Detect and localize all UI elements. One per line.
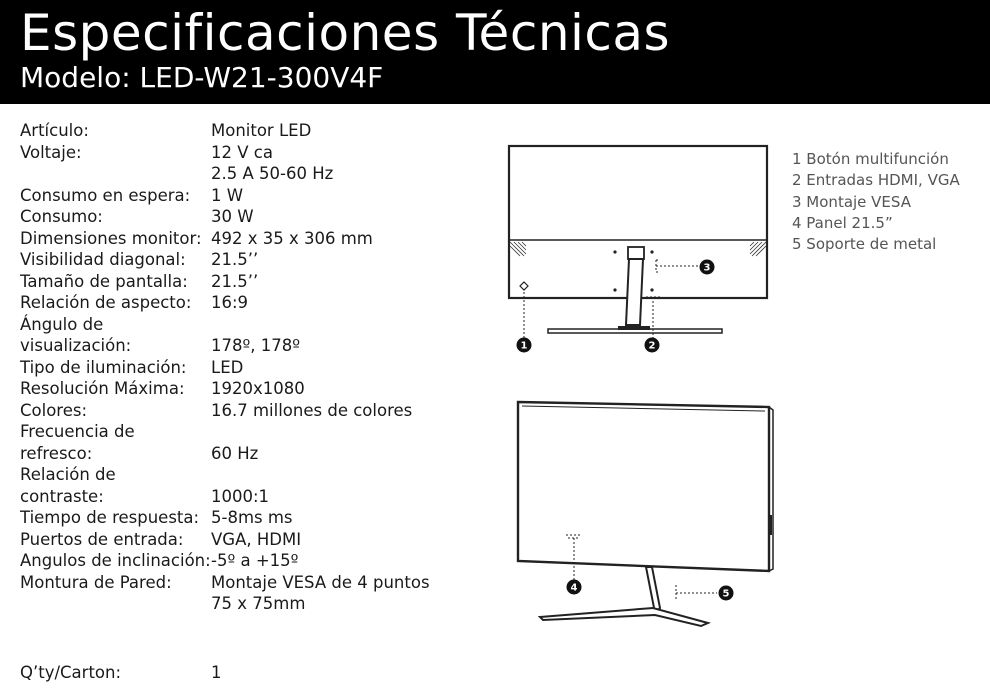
spec-value: 60 Hz — [211, 443, 259, 463]
spec-row — [20, 357, 490, 379]
spec-row — [20, 529, 490, 551]
spec-row — [20, 400, 490, 422]
spec-value: VGA, HDMI — [211, 529, 302, 549]
spec-label: Dimensiones monitor: — [20, 228, 202, 248]
stand-neck — [626, 259, 643, 325]
spec-label: Consumo en espera: — [20, 185, 191, 205]
callout-4-text: 4 — [570, 582, 578, 594]
spec-values — [211, 228, 490, 250]
callout-2-text: 2 — [648, 340, 656, 352]
callout-5-text: 5 — [722, 588, 730, 600]
spec-label: Artículo: — [20, 121, 89, 140]
angle-stand-neck — [646, 567, 660, 613]
spec-label: Consumo: — [20, 207, 103, 226]
spec-values — [211, 529, 490, 551]
page-title: Especificaciones Técnicas — [20, 4, 671, 62]
spec-label: Puertos de entrada: — [20, 529, 184, 549]
qty-row — [20, 662, 222, 684]
spec-value: 16:9 — [211, 293, 249, 312]
spec-value: 1000:1 — [211, 486, 270, 506]
monitor-rear-diagram — [500, 140, 780, 360]
spec-value: 492 x 35 x 306 mm — [211, 228, 373, 248]
parts-legend — [792, 149, 960, 255]
spec-row — [20, 335, 490, 357]
spec-values — [211, 249, 490, 271]
qty-label: Q’ty/Carton: — [20, 663, 122, 682]
spec-values — [211, 507, 490, 529]
spec-value: 21.5’’ — [211, 271, 259, 291]
spec-value: 75 x 75mm — [211, 594, 306, 613]
spec-label: Resolución Máxima: — [20, 379, 185, 398]
spec-value: 1920x1080 — [211, 379, 305, 398]
spec-list — [20, 120, 490, 615]
legend-item: 4 Panel 21.5” — [792, 213, 893, 232]
spec-values — [211, 292, 490, 314]
spec-value: 1 W — [211, 185, 244, 205]
spec-values — [211, 400, 490, 422]
spec-value — [211, 464, 490, 486]
spec-values — [211, 378, 490, 400]
spec-row — [20, 249, 490, 271]
spec-values — [211, 464, 490, 486]
spec-label: Tipo de iluminación: — [20, 357, 187, 377]
callout-1-text: 1 — [520, 340, 528, 352]
spec-label: refresco: — [20, 443, 93, 463]
spec-value: Montaje VESA de 4 puntos — [211, 572, 430, 592]
monitor-angle-diagram — [505, 395, 780, 635]
spec-row — [20, 120, 490, 142]
vent-left — [510, 242, 526, 256]
spec-label: Colores: — [20, 400, 88, 420]
spec-values — [211, 572, 490, 615]
ports-box — [628, 247, 644, 259]
spec-value: 5-8ms ms — [211, 508, 293, 527]
spec-label: Relación de aspecto: — [20, 293, 192, 312]
spec-label: Angulos de inclinación: — [20, 551, 211, 570]
multifunction-button — [520, 282, 528, 290]
spec-row — [20, 421, 490, 443]
spec-values — [211, 335, 490, 357]
callout-3-text: 3 — [703, 262, 711, 274]
spec-value — [211, 314, 490, 336]
spec-row — [20, 507, 490, 529]
legend-item: 3 Montaje VESA — [792, 192, 911, 211]
spec-label: Tiempo de respuesta: — [20, 508, 200, 527]
spec-row — [20, 228, 490, 250]
spec-row — [20, 464, 490, 486]
spec-values — [211, 142, 490, 185]
qty-value: 1 — [211, 663, 222, 682]
spec-values — [211, 271, 490, 293]
spec-values — [211, 314, 490, 336]
spec-label: visualización: — [20, 336, 132, 355]
spec-value: Monitor LED — [211, 121, 312, 140]
spec-row — [20, 486, 490, 508]
spec-value: 2.5 A 50-60 Hz — [211, 164, 334, 183]
header-banner — [0, 0, 990, 104]
screen-outline — [518, 402, 769, 571]
spec-value: 21.5’’ — [211, 250, 259, 269]
spec-row — [20, 206, 490, 228]
spec-row — [20, 271, 490, 293]
spec-label: Frecuencia de — [20, 422, 135, 441]
spec-label: Ángulo de — [20, 314, 104, 334]
spec-row — [20, 550, 490, 572]
spec-label: Visibilidad diagonal: — [20, 250, 186, 269]
spec-label: Tamaño de pantalla: — [20, 271, 188, 291]
spec-value: LED — [211, 357, 244, 377]
spec-row — [20, 572, 490, 615]
legend-item: 1 Botón multifunción — [792, 150, 949, 168]
vent-right — [750, 242, 766, 256]
spec-value: -5º a +15º — [211, 551, 299, 570]
spec-value: 178º, 178º — [211, 336, 301, 355]
spec-values — [211, 550, 490, 572]
spec-row — [20, 378, 490, 400]
spec-row — [20, 142, 490, 185]
legend-item: 5 Soporte de metal — [792, 235, 937, 254]
legend-item: 2 Entradas HDMI, VGA — [792, 171, 960, 190]
spec-values — [211, 443, 490, 465]
spec-values — [211, 120, 490, 142]
spec-value: 16.7 millones de colores — [211, 400, 413, 420]
spec-value — [211, 421, 490, 443]
angle-stand-base — [540, 608, 708, 626]
spec-label: Relación de — [20, 465, 116, 484]
spec-values — [211, 357, 490, 379]
spec-row — [20, 314, 490, 336]
spec-value: 30 W — [211, 207, 254, 226]
spec-row — [20, 443, 490, 465]
spec-values — [211, 185, 490, 207]
spec-row — [20, 292, 490, 314]
spec-value: 12 V ca — [211, 142, 273, 162]
spec-values — [211, 486, 490, 508]
stand-foot — [618, 326, 650, 330]
model-subtitle: Modelo: LED-W21-300V4F — [20, 61, 384, 94]
spec-row — [20, 185, 490, 207]
spec-label: Voltaje: — [20, 142, 82, 162]
spec-label: contraste: — [20, 486, 104, 506]
spec-label: Montura de Pared: — [20, 572, 172, 592]
spec-values — [211, 421, 490, 443]
spec-values — [211, 206, 490, 228]
